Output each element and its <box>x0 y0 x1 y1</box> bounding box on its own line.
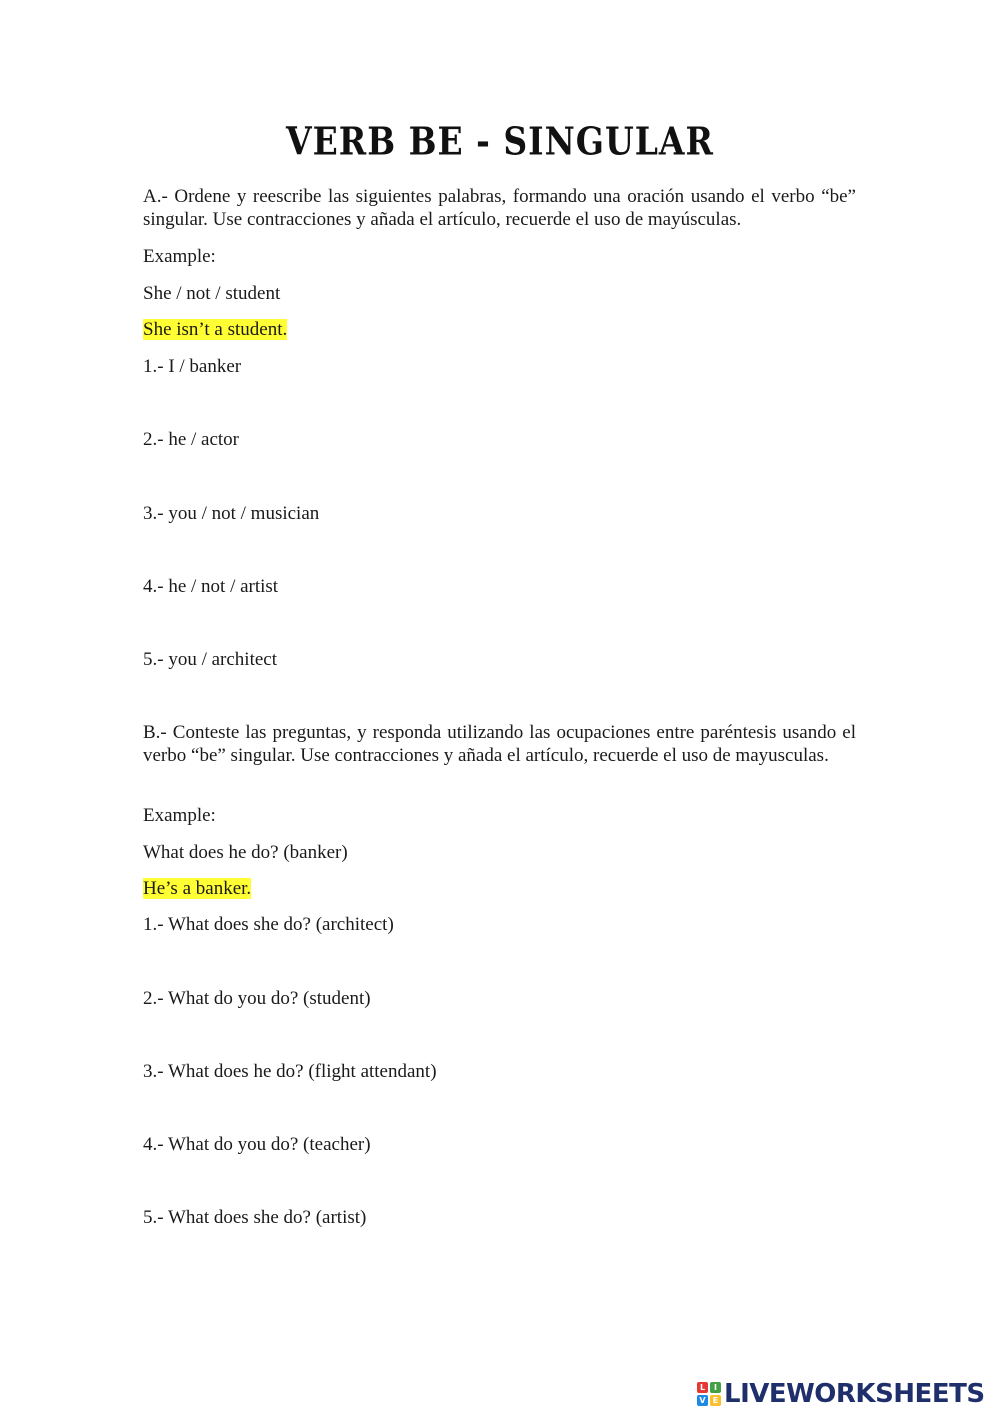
liveworksheets-logo[interactable] <box>697 1380 985 1408</box>
logo-blocks-icon <box>697 1382 721 1406</box>
logo-text: LIVEWORKSHEETS <box>724 1379 985 1409</box>
section-b-instruction: B.- Conteste las preguntas, y responda utilizando las ocupaciones entre paréntesis usando el verbo “be” singular. Use contracciones y añada el artículo, recuerde el uso de mayusculas. <box>143 722 856 766</box>
section-b-item-1: 1.- What does she do? (architect) <box>143 914 394 935</box>
section-b-item-4: 4.- What do you do? (teacher) <box>143 1134 371 1155</box>
highlighted-answer: He’s a banker. <box>143 878 252 899</box>
logo-block-e: E <box>710 1395 721 1406</box>
section-a-item-4: 4.- he / not / artist <box>143 576 279 597</box>
section-a-example-prompt: She / not / student <box>143 283 281 304</box>
section-b-item-5: 5.- What does she do? (artist) <box>143 1207 367 1228</box>
section-a-instruction: A.- Ordene y reescribe las siguientes palabras, formando una oración usando el verbo “be” singular. Use contracciones y añada el artículo, recuerde el uso de mayúsculas. <box>143 186 856 230</box>
section-a-example-label: Example: <box>143 246 216 267</box>
section-a-item-1: 1.- I / banker <box>143 356 242 377</box>
page-title: VERB BE - SINGULAR <box>286 119 714 164</box>
logo-block-v: V <box>697 1395 708 1406</box>
section-a-item-5: 5.- you / architect <box>143 649 278 670</box>
section-b-item-2: 2.- What do you do? (student) <box>143 988 371 1009</box>
section-b-example-prompt: What does he do? (banker) <box>143 842 348 863</box>
highlighted-answer: She isn’t a student. <box>143 319 288 340</box>
logo-block-l: L <box>697 1382 708 1393</box>
section-b-example-label: Example: <box>143 805 216 826</box>
section-a-example-answer <box>143 318 287 341</box>
section-b-item-3: 3.- What does he do? (flight attendant) <box>143 1061 437 1082</box>
logo-block-i: I <box>710 1382 721 1393</box>
section-a-item-2: 2.- he / actor <box>143 429 240 450</box>
section-b-example-answer <box>143 877 251 900</box>
section-a-item-3: 3.- you / not / musician <box>143 503 320 524</box>
